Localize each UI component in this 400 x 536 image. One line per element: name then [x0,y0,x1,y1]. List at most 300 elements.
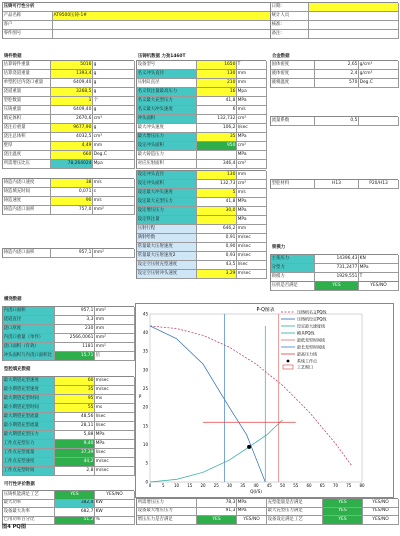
casting-r11-c0: 所需增压比压 [3,160,51,169]
lock-title: 锁模力 [272,245,286,250]
machine-r6-c2: cm² [237,115,267,124]
setup-r1-c0: 设定冲头面积 [137,180,197,189]
y-axis-label: P [138,394,142,399]
feas-r3-value: 682,7 [55,508,95,517]
casting-r2-c2: g [93,79,135,88]
x-axis-label: Q(l/S) [250,489,262,494]
casting-r8-c0: 浇注总体积 [3,133,51,142]
chart-title: P-Q图表 [256,308,275,313]
series-line-1 [150,326,265,482]
casting-r6-c1[interactable]: 2670,6 [51,115,93,124]
machine-r5-c2: m/s [237,106,267,115]
casting-r9-c1[interactable]: 4,49 [51,142,93,151]
runner-table [2,306,134,361]
runner-r0-c2: mm² [95,307,135,316]
x-tick-9: 45 [266,483,272,488]
lock-r1-c0: 分型力 [271,264,315,273]
fill-r5-c2: l/sec [95,422,135,431]
casting-r0-c0: 估算铸件重量 [3,61,51,70]
gate-area-row [2,248,134,258]
lock-r2-c0: 锁模力 [271,273,315,282]
alloy-r1-c1[interactable]: 2,4 [315,70,359,79]
flow-coef-value[interactable]: 0,5 [315,117,359,126]
casting-r9-c0: 壁厚 [3,142,51,151]
casting-r2-c1[interactable]: 6409,40 [51,79,93,88]
feasmid-r2-c1[interactable]: YES [197,516,237,525]
legend-point-label: 系统工作点 [297,358,317,364]
setup-table [136,170,266,279]
casting-r2-c0: 单型腔过内浇口重量 [3,79,51,88]
setup-r10-c2: l/sec [237,261,267,270]
review-value[interactable] [309,21,399,30]
gate-table [2,178,134,215]
setup-r10-c1[interactable]: 43,5 [197,261,237,270]
fill-r10-c1[interactable]: 2,8 [55,467,95,476]
machine-r1-c0: 名义冲头直径 [137,70,197,79]
casting-r9-c2: mm [93,142,135,151]
machine-r9-c2: cm² [237,142,267,151]
alloy-r0-c1[interactable]: 2,65 [315,61,359,70]
feasmid-r2-c5: YES/NO [363,516,399,525]
product-name-label: 产品名称 [3,12,53,21]
machine-r0-c0: 设备型号 [137,61,197,70]
part-no-value[interactable] [53,30,271,39]
runner-r4-c2: mm² [95,343,135,352]
feas-r1-value: YES [55,491,95,500]
legend-point-swatch [287,360,290,363]
legend-label-5: 最长充型时间线 [297,344,325,350]
setup-r7-c0: 满射给数 [137,234,197,243]
gate-r1-c1[interactable]: 0,071 [51,188,93,197]
machine-r6-c0: 冲头面积 [137,115,197,124]
setup-r3-c0: 设定最大充型压力 [137,198,197,207]
casting-r8-c1[interactable]: 4032,5 [51,133,93,142]
die-mat-grade: P20/H13 [359,180,399,189]
setup-r8-c0: 常量最大压射速度 [137,243,197,252]
machine-r3-c2: Mpa [237,88,267,97]
runner-r3-c1[interactable]: 2566,0061 [55,334,95,343]
plot-area [150,314,362,482]
review-label: 核准: [271,21,309,30]
fill-r0-c2: m/sec [95,377,135,386]
lock-r1-c1[interactable]: 731,2477 [315,264,359,273]
casting-r6-c2: cm³ [93,115,135,124]
fill-r6-c0: 最大期望充型压力 [3,431,55,440]
legend-label-3: 模具PQ线 [297,330,315,336]
gate-r2-c2: m/s [93,197,135,206]
fill-r9-c1[interactable]: 44,2 [55,458,95,467]
runner-r3-c2: mm² [95,334,135,343]
gate-r3-c2: mm² [93,206,135,215]
x-tick-10: 50 [279,483,286,488]
feasmid-r1-c1[interactable]: 91,3 [197,508,237,517]
casting-r5-c1[interactable]: 6409,40 [51,106,93,115]
lock-check-unit: YES/NO [359,282,399,291]
lock-r0-c1[interactable]: 14396,43 [315,255,359,264]
casting-r0-c2: g [93,61,135,70]
runner-r2-c1[interactable]: 230 [55,325,95,334]
fill-r7-c0: 工作点充型压力 [3,440,55,449]
runner-r2-c2: mm [95,325,135,334]
legend-label-1: 压铸机设定PQ线 [297,316,327,322]
machine-r0-c1[interactable]: 1650 [197,61,237,70]
x-tick-15: 75 [346,483,352,488]
machine-r8-c1[interactable]: 35 [197,133,237,142]
feas-r2-value: 382,4 [55,500,95,509]
casting-r7-c0: 浇注后重量 [3,124,51,133]
x-tick-4: 20 [200,483,206,488]
runner-r1-c1[interactable]: 3,3 [55,316,95,325]
setup-r4-c1[interactable]: 30,0 [197,207,237,216]
customer-value[interactable] [53,21,271,30]
casting-r3-c1[interactable]: 3268,5 [51,88,93,97]
machine-r7-c0: 最大冲头速度 [137,124,197,133]
setup-r11-c0: 设定空压射冲头速度 [137,270,197,279]
casting-r3-c0: 浇道重量 [3,88,51,97]
x-tick-6: 30 [226,483,233,488]
feas-r2-unit: KW [95,500,135,509]
fill-r6-c1[interactable]: 5,88 [55,431,95,440]
alloy-extra [270,116,398,126]
y-tick-3: 15 [142,423,148,429]
casting-r5-c0: 压铸重量 [3,106,51,115]
flow-coef-unit [359,117,399,126]
fill-r8-c2: l/sec [95,449,135,458]
feas-r1-unit: YES/NO [95,491,135,500]
fill-r1-c0: 最小期望充型速度 [3,386,55,395]
setup-r6-c2: mm [237,225,267,234]
casting-r11-c2: Mpa [93,160,135,169]
y-tick-0: 0 [145,479,148,485]
gate-r2-c1[interactable]: 90 [51,197,93,206]
runner-r4-c0: 浇口面积（有效） [3,343,55,352]
x-tick-2: 10 [173,483,180,488]
casting-r10-c2: Deg.C [93,151,135,160]
gate-r3-c1[interactable]: 757,0 [51,206,93,215]
legend-label-4: 最低充型时间线 [297,337,325,343]
fill-r4-c2: l/sec [95,413,135,422]
machine-table [136,60,266,169]
fill-r0-c0: 最大期望充型速度 [3,377,55,386]
alloy-r2-c0: 液相温度 [271,79,315,88]
date-label: 日期: [271,3,309,12]
x-tick-16: 80 [359,483,365,488]
feasmid-r1-c2: MPa [237,508,267,517]
runner-r5-c0: 冲头面积与内浇口面积比 [3,352,55,361]
setup-r9-c1[interactable]: 0,93 [197,252,237,261]
feasmid-r0-c3: 充型能量是否满足 [267,499,323,508]
fill-r5-c0: 最小期望充型流量 [3,422,55,431]
fill-r0-c1[interactable]: 60 [55,377,95,386]
fill-r5-c1[interactable]: 28,11 [55,422,95,431]
lock-check-value: YES [315,282,359,291]
machine-r3-c1[interactable]: 16 [197,88,237,97]
feasmid-r1-c0: 设备最大增压压力 [137,508,197,517]
x-tick-1: 5 [161,483,165,488]
setup-r2-c2: m/s [237,189,267,198]
fill-title: 型腔填充数据 [4,367,31,372]
setup-r9-c0: 常量最大压射速度2 [137,252,197,261]
die-mat-value[interactable]: H13 [315,180,359,189]
casting-r6-c0: 填充体积 [3,115,51,124]
runner-r4-c1[interactable]: 1181 [55,343,95,352]
setup-r0-c1[interactable]: 130 [197,171,237,180]
runner-r0-c0: 内浇口面积 [3,307,55,316]
machine-r11-c1[interactable]: 346,4 [197,160,237,169]
setup-r5-c0: 设定铁注量 [137,216,197,225]
gate-r0-c2: m/s [93,179,135,188]
x-tick-3: 15 [187,483,193,488]
casting-r10-c0: 浇注温度 [3,151,51,160]
runner-r2-c0: 浇口厚度 [3,325,55,334]
setup-r10-c0: 设定空压射充型速度 [137,261,197,270]
lock-table [270,254,398,282]
fill-r10-c0: 工作点充型时间 [3,467,55,476]
series-line-3 [150,420,283,482]
feas-r3-unit: KW [95,508,135,517]
casting-r5-c2: g [93,106,135,115]
header-left [2,2,270,39]
machine-r6-c1[interactable]: 132,732 [197,115,237,124]
alloy-r1-c2: g/cm³ [359,70,399,79]
lock-r0-c0: 主张压力 [271,255,315,264]
feasmid-r1-c4: YES [323,508,363,517]
feasmid-r2-c3: 设备设定满足工艺 [267,516,323,525]
y-tick-5: 25 [142,386,148,392]
feasmid-r0-c1[interactable]: 78,3 [197,499,237,508]
setup-r5-c2: MPa [237,216,267,225]
customer-label: 客户 [3,21,53,30]
setup-r4-c2: MPa [237,207,267,216]
feasmid-r0-c5: YES/NO [363,499,399,508]
casting-r0-c1[interactable]: 5016 [51,61,93,70]
setup-r3-c2: MPa [237,198,267,207]
machine-r2-c1[interactable]: 210 [197,79,237,88]
system-value[interactable] [309,12,399,21]
machine-r10-c1[interactable] [197,151,237,160]
casting-r4-c0: 型腔数量 [3,97,51,106]
feas-title: 可行性评价数据 [4,482,35,487]
machine-r4-c2: MPa [237,97,267,106]
machine-r7-c1[interactable]: 106,2 [197,124,237,133]
report-title: 压铸可行性分析 [3,3,271,12]
casting-r4-c1[interactable]: 1 [51,97,93,106]
lock-check-label: 压机是否满足 [271,282,315,291]
casting-r1-c1[interactable]: 1393,4 [51,70,93,79]
alloy-r0-c0: 固体密度 [271,61,315,70]
fill-r4-c1[interactable]: 48,56 [55,413,95,422]
casting-title: 铸件数据 [4,54,22,59]
runner-title: 横浇数据 [4,297,22,302]
fill-r2-c2: ms [95,395,135,404]
lock-r0-c2: KN [359,255,399,264]
setup-r7-c2: m/sec [237,234,267,243]
y-tick-2: 10 [142,442,148,448]
setup-r2-c1[interactable]: 5 [197,189,237,198]
date-value[interactable] [309,3,399,12]
setup-r6-c1[interactable]: 646,2 [197,225,237,234]
legend-label-6: 最高压力线 [297,351,317,357]
legend-window-label: 工艺窗口 [297,364,313,370]
machine-r7-c2: l/sec [237,124,267,133]
gate-r2-c0: 铸造速度 [3,197,51,206]
legend-label-0: 压铸机名义PQ线 [297,309,327,315]
product-name-value[interactable]: AT9500压铸-1# [53,12,271,21]
pq-chart-svg [136,304,395,499]
setup-r8-c1[interactable]: 0,90 [197,243,237,252]
setup-r0-c2: mm [237,171,267,180]
fill-r8-c0: 工作点充型流量 [3,449,55,458]
casting-r8-c2: cm³ [93,133,135,142]
feasmid-r2-c2: YES/NO [237,516,267,525]
machine-r10-c0: 最大铸造压力 [137,151,197,160]
machine-r4-c0: 名义最大充型压力 [137,97,197,106]
header-right [270,2,398,39]
machine-r2-c2: mm [237,79,267,88]
alloy-r0-c2: g/cm³ [359,61,399,70]
setup-r0-c0: 设定冲头直径 [137,171,197,180]
x-tick-8: 40 [253,483,259,488]
setup-r11-c2: m/sec [237,270,267,279]
fill-r6-c2: MPa [95,431,135,440]
runner-r5-c1[interactable]: 15,71 [55,352,95,361]
fill-r3-c0: 最小期望充型时间 [3,404,55,413]
casting-r10-c1[interactable]: 660 [51,151,93,160]
setup-r5-c1[interactable] [197,216,237,225]
casting-r3-c2: g [93,88,135,97]
feasmid-r0-c2: MPa [237,499,267,508]
feas-r4-value: 51,3 [55,517,95,526]
fill-r9-c0: 工作点充型速度 [3,458,55,467]
y-tick-9: 45 [142,311,148,317]
y-tick-4: 20 [142,404,148,410]
setup-r2-c0: 设定最大冲头速度 [137,189,197,198]
fill-r3-c2: ms [95,404,135,413]
fill-r2-c1[interactable]: 95 [55,395,95,404]
setup-r1-c1[interactable]: 132,73 [197,180,237,189]
machine-r4-c1[interactable]: 41,8 [197,97,237,106]
feas-r4-unit: % [95,517,135,526]
casting-r1-c0: 估算浇道重量 [3,70,51,79]
flow-coef-label: 流量系数 [271,117,315,126]
alloy-r1-c0: 液体密度 [271,70,315,79]
gate-area-value[interactable]: 957,1 [51,249,93,258]
part-no-label: 零件图号 [3,30,53,39]
runner-r0-c1[interactable]: 957,1 [55,307,95,316]
work-point-0 [247,445,251,449]
remark-label: 备注: [271,30,309,39]
fill-r3-c1[interactable]: 55 [55,404,95,413]
pq-chart [135,303,394,498]
machine-r9-c0: 设定冲头面积 [137,142,197,151]
casting-r7-c2: g [93,124,135,133]
machine-r5-c1[interactable]: 6 [197,106,237,115]
remark-value[interactable] [309,30,399,39]
alloy-r2-c2: Deg.C [359,79,399,88]
feas-left [2,490,134,525]
machine-r11-c0: 对应压射面积 [137,160,197,169]
casting-r11-c1[interactable]: 78,264024 [51,160,93,169]
setup-r1-c2: cm² [237,180,267,189]
gate-r3-c0: 铸造内浇口面积 [3,206,51,215]
feas-r1-label: 压铸机能满足工艺 [3,491,55,500]
y-tick-1: 5 [145,460,148,466]
fill-r8-c1[interactable]: 37,39 [55,449,95,458]
fill-r7-c2: MPa [95,440,135,449]
die-mat-label: 型腔材料 [271,180,315,189]
lock-r2-c2: T [359,273,399,282]
y-tick-8: 40 [142,330,148,336]
feas-r4-label: 已用功率百分比 [3,517,55,526]
legend-window-swatch [283,365,293,369]
alloy-table [270,60,398,88]
alloy-r2-c1[interactable]: 570 [315,79,359,88]
machine-r3-c0: 名义铁注量最高压力 [137,88,197,97]
lock-check [270,281,398,291]
die-material [270,179,398,189]
setup-r7-c1[interactable]: 0,91 [197,234,237,243]
fill-r2-c0: 最大期望充型时间 [3,395,55,404]
casting-r1-c2: g [93,70,135,79]
runner-r1-c0: 浇道直径 [3,316,55,325]
casting-table [2,60,134,169]
feasmid-r1-c3: 最大充型压力满足 [267,508,323,517]
feas-r3-label: 设备最大功率 [3,508,55,517]
x-tick-13: 65 [319,483,325,488]
feasmid-r0-c0: 所需增压压力 [137,499,197,508]
fill-r4-c0: 最大期望充型流量 [3,413,55,422]
runner-r3-c0: 内浇口重量（单件） [3,334,55,343]
lock-r1-c2: MPa [359,264,399,273]
feas-r2-label: 最大功率 [3,500,55,509]
gate-r1-c0: 铸造填充时间 [3,188,51,197]
feasmid-r2-c4: YES [323,516,363,525]
y-tick-6: 30 [142,367,148,373]
setup-r3-c1[interactable]: 41,8 [197,198,237,207]
machine-r5-c0: 名义最大冲头速度 [137,106,197,115]
fill-r7-c1[interactable]: 9,40 [55,440,95,449]
y-tick-7: 35 [142,348,148,354]
machine-r1-c1[interactable]: 130 [197,70,237,79]
gate-r0-c0: 铸造内浇口速度 [3,179,51,188]
x-tick-7: 35 [240,483,246,488]
runner-r1-c2: mm [95,316,135,325]
feasmid-r1-c5: YES/NO [363,508,399,517]
setup-r11-c1[interactable]: 3,29 [197,270,237,279]
machine-r1-c2: mm [237,70,267,79]
feas-mid [136,498,398,525]
casting-r7-c1[interactable]: 9677,90 [51,124,93,133]
machine-title: 压铸机数据 力劲1460T [138,54,186,59]
machine-r9-c1[interactable]: 950 [197,142,237,151]
feasmid-r2-c0: 增压压力是否满足 [137,516,197,525]
system-label: 统计人员 [271,12,309,21]
fill-r1-c1[interactable]: 35 [55,386,95,395]
fill-r10-c2: m/sec [95,467,135,476]
gate-area-unit: mm² [93,249,135,258]
runner-r5-c2: 倍 [95,352,135,361]
alloy-title: 合金数据 [272,54,290,59]
machine-r0-c2: T [237,61,267,70]
machine-r11-c2: cm² [237,160,267,169]
machine-r8-c0: 最大增压压力 [137,133,197,142]
legend-label-2: 设定最大速度线 [297,323,325,329]
setup-r4-c0: 设定增压压力 [137,207,197,216]
gate-r1-c2: s [93,188,135,197]
x-tick-14: 70 [332,483,339,488]
gate-r0-c1[interactable]: 38 [51,179,93,188]
lock-r2-c1[interactable]: 1929,551 [315,273,359,282]
